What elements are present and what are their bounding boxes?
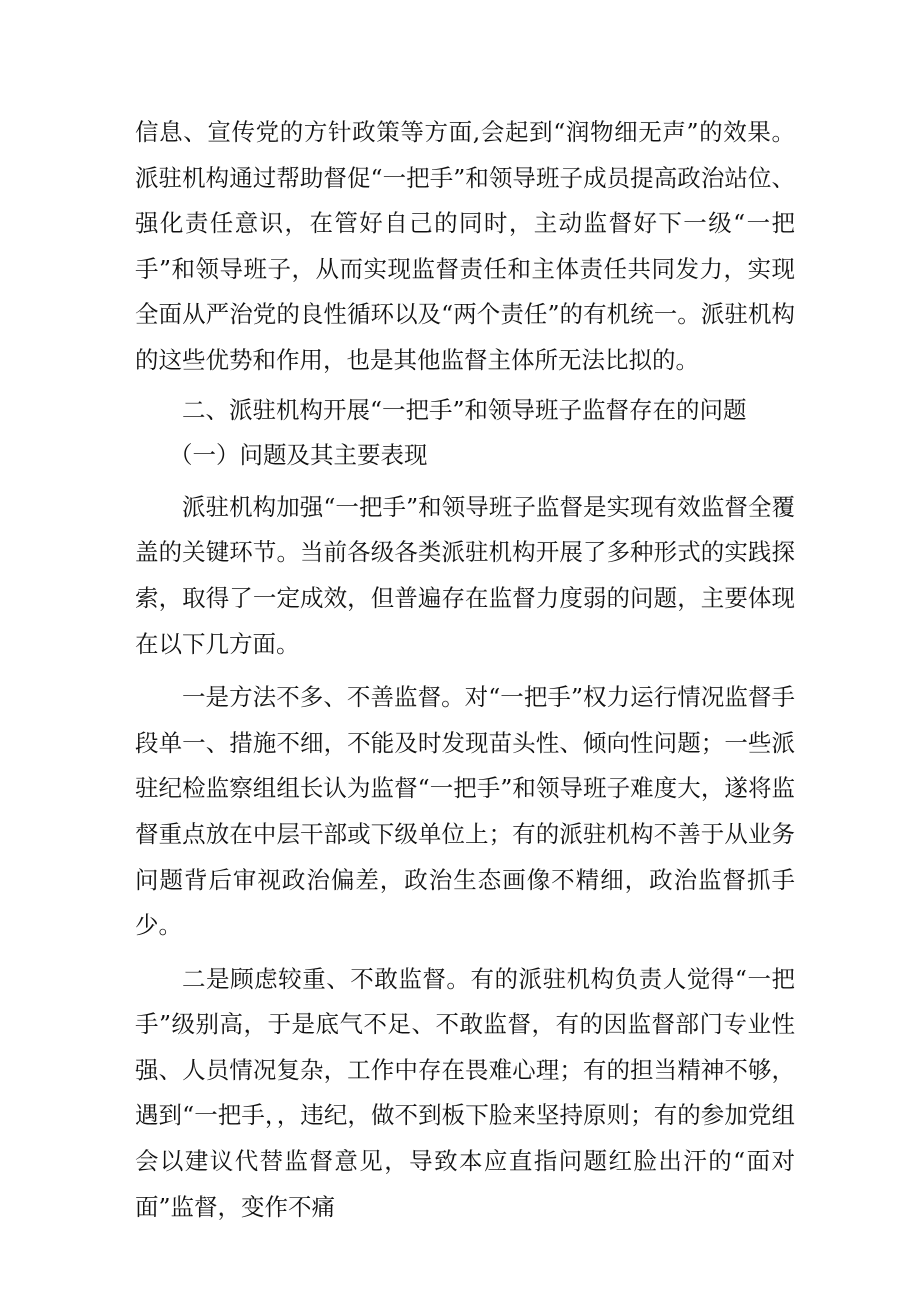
paragraph-continuation: 信息、宣传党的方针政策等方面,会起到“润物细无声”的效果。派驻机构通过帮助督促“一把手”和领导班子成员提高政治站位、强化责任意识，在管好自己的同时，主动监督好下一级“一把手”和领导班子，从而实现监督责任和主体责任共同发力，实现全面从严治党的良性循环以及“两个责任”的有机统一。派驻机构的这些优势和作用，也是其他监督主体所无法比拟的。: [135, 118, 795, 374]
paragraph-point-two: 二是顾虑较重、不敢监督。有的派驻机构负责人觉得“一把手”级别高，于是底气不足、不敢监督，有的因监督部门专业性强、人员情况复杂，工作中存在畏难心理；有的担当精神不够，遇到“一把手，，违纪，做不到板下脸来坚持原则；有的参加党组会以建议代替监督意见，导致本应直指问题红脸出汗的“面对面”监督，变作不痛: [135, 964, 795, 1221]
paragraph-intro: 派驻机构加强“一把手”和领导班子监督是实现有效监督全覆盖的关键环节。当前各级各类派驻机构开展了多种形式的实践探索，取得了一定成效，但普遍存在监督力度弱的问题，主要体现在以下几方面。: [135, 492, 795, 658]
subsection-heading: （一）问题及其主要表现: [169, 441, 428, 470]
section-heading: 二、派驻机构开展“一把手”和领导班子监督存在的问题: [182, 395, 747, 424]
paragraph-point-one: 一是方法不多、不善监督。对“一把手”权力运行情况监督手段单一、措施不细，不能及时发现苗头性、倾向性问题；一些派驻纪检监察组组长认为监督“一把手”和领导班子难度大，遂将监督重点放在中层干部或下级单位上；有的派驻机构不善于从业务问题背后审视政治偏差，政治生态画像不精细，政治监督抓手少。: [135, 683, 795, 940]
document-body: [135, 110, 795, 1230]
